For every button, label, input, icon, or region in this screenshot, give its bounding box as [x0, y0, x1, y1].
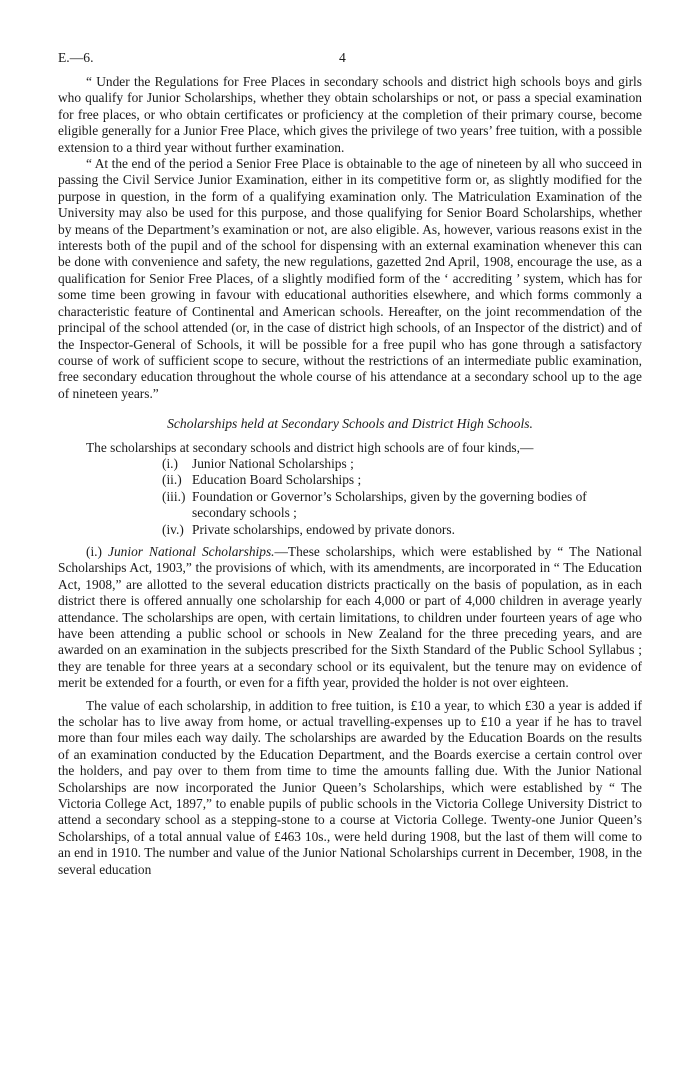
list-item-number: (iii.): [162, 488, 186, 504]
kinds-intro: The scholarships at secondary schools and district high schools are of four kinds,—: [86, 439, 534, 455]
list-item: [58, 456, 642, 472]
paragraph-title: Junior National Scholarships.: [108, 543, 275, 559]
junior-national-paragraph: [58, 544, 642, 692]
quote-paragraph-2: “ At the end of the period a Senior Free Place is obtainable to the age of nineteen by all who succeed in passing the Civil Service Junior Examination, either in its competitive form or, as slightly modified for the purpose in question, in the form of a qualifying examination only. The Matriculation Examination of the University may also be used for this purpose, and those qualifying for Senior Board Scholarships, whether by means of the Department’s examination or not, are also eligible. As, however, various reasons exist in the interests both of the pupil and of the school for dispensing with an external examination whenever this can be done with convenience and safety, the new regulations, gazetted 2nd April, 1908, encourage the use, as a qualification for Senior Free Places, of a slightly modified form of the ‘ accrediting ’ system, which has for some time been growing in favour with educational authorities elsewhere, and which forms commonly a characteristic feature of Continental and American schools. Hereafter, on the joint recommendation of the principal of the school attended (or, in the case of district high schools, of an Inspector of the district) and of the Inspector-General of Schools, it will be possible for a free pupil who has gone through a satisfactory course of work of sufficient scope to secure, without the restrictions of an intermediate public examination, free secondary education throughout the whole course of his attendance at a secondary school up to the age of nineteen years.”: [58, 156, 642, 401]
page-number: 4: [339, 50, 346, 65]
list-item-text: Junior National Scholarships ;: [192, 455, 354, 471]
kinds-list: [58, 456, 642, 538]
document-reference: E.—6.: [58, 50, 94, 65]
list-item: [58, 489, 642, 522]
list-item-text: Private scholarships, endowed by private donors.: [192, 521, 455, 537]
paragraph-text: —These scholarships, which were established by “ The National Scholarships Act, 1903,” the provisions of which, with its amendments, are incorporated in “ The Education Act, 1908,” are allotted to the several education districts practically on the basis of population, as in each district there is offered annually one scholarship for each 4,000 or part of 4,000 children in average yearly attendance. The scholarships are open, with certain limitations, to children under fourteen years of age who have been attending a public school or schools in New Zealand for the three preceding years, and are awarded on an examination in the subjects prescribed for the Sixth Standard of the Public School Syllabus ; they are tenable for three years at a secondary school or its equivalent, but the tenure may on evidence of merit be extended for a fourth, or even for a fifth year, provided the holder is not over eighteen.: [58, 543, 642, 691]
section-heading: Scholarships held at Secondary Schools and District High Schools.: [167, 416, 533, 432]
list-item-text: Education Board Scholarships ;: [192, 472, 362, 488]
list-item: [58, 522, 642, 538]
document-body: [58, 74, 642, 878]
scholarship-value-paragraph: The value of each scholarship, in addition to free tuition, is £10 a year, to which £30 a year is added if the scholar has to live away from home, or actual travelling-expenses up to £10 a year if he has to travel more than four miles each way daily. The scholarships are awarded by the Education Boards on the results of an examination conducted by the Education Department, and the Boards exercise a certain control over the holders, and pay over to them from time to time the amounts falling due. With the Junior National Scholarships are now incorporated the Junior Queen’s Scholarships, which were established by “ The Victoria College Act, 1897,” to enable pupils of public schools in the Victoria College University District to attend a secondary school as a stepping-stone to a course at Victoria College. Twenty-one Junior Queen’s Scholarships, of a total annual value of £463 10s., were held during 1908, but the last of them will come to an end in 1910. The number and value of the Junior National Scholarships current in December, 1908, in the several education: [58, 697, 642, 877]
paragraph-number: (i.): [86, 543, 102, 559]
list-item-number: (i.): [162, 455, 178, 471]
list-item-number: (ii.): [162, 472, 182, 488]
list-item-number: (iv.): [162, 521, 184, 537]
list-item: [58, 472, 642, 488]
list-item-text: Foundation or Governor’s Scholarships, given by the governing bodies of secondary schools ;: [192, 488, 587, 521]
quote-paragraph-1: “ Under the Regulations for Free Places in secondary schools and district high schools boys and girls who qualify for Junior Scholarships, whether they obtain scholarships or not, or pass a special examination for free places, or who obtain certificates or proficiency at the completion of their primary course, become eligible generally for a Junior Free Place, which gives the privilege of two years’ free tuition, with a possible extension to a third year without further examination.: [58, 74, 642, 155]
